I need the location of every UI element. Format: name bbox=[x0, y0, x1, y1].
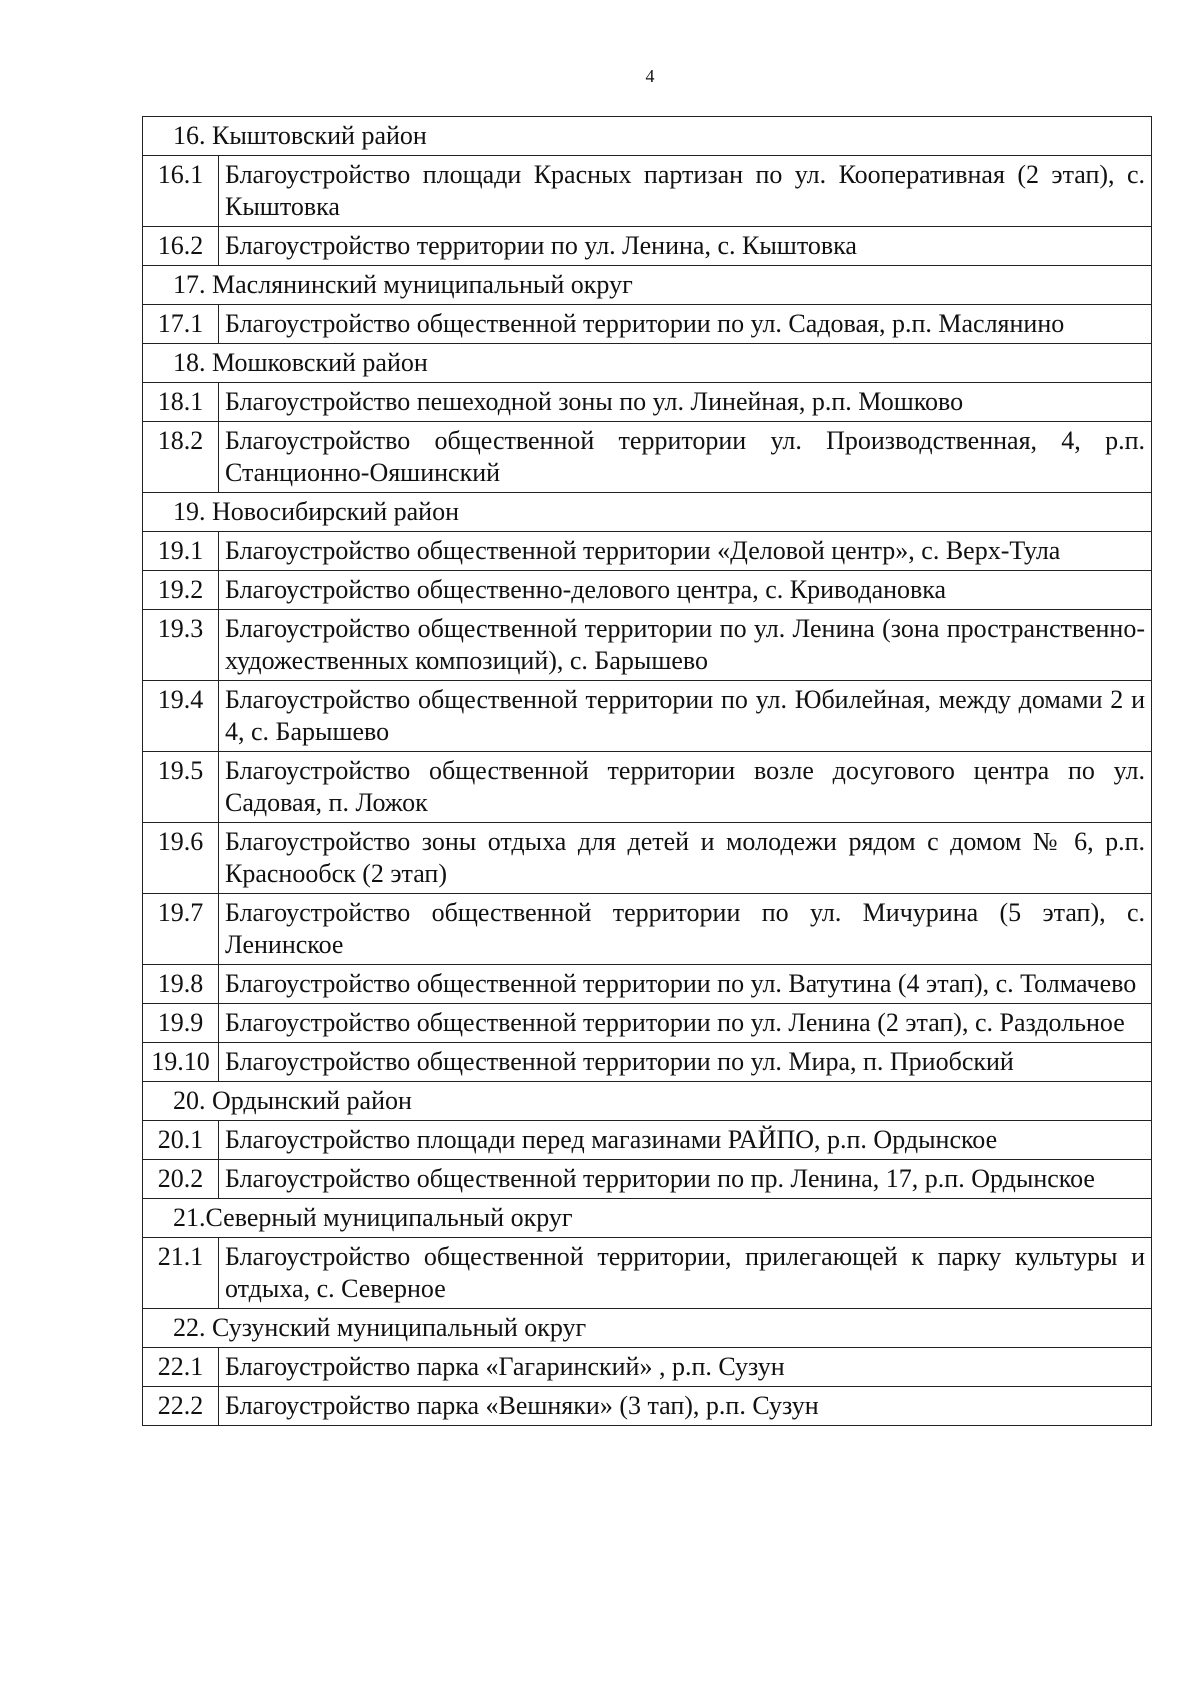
row-description: Благоустройство площади Красных партизан по ул. Кооперативная (2 этап), с. Кыштовка bbox=[219, 156, 1152, 227]
section-title: 21.Северный муниципальный округ bbox=[143, 1199, 1152, 1238]
section-title: 22. Сузунский муниципальный округ bbox=[143, 1309, 1152, 1348]
section-title: 19. Новосибирский район bbox=[143, 493, 1152, 532]
row-description: Благоустройство общественной территории по ул. Мичурина (5 этап), с. Ленинское bbox=[219, 894, 1152, 965]
row-description: Благоустройство общественной территории по ул. Мира, п. Приобский bbox=[219, 1043, 1152, 1082]
row-description: Благоустройство общественной территории по ул. Ватутина (4 этап), с. Толмачево bbox=[219, 965, 1152, 1004]
table-row bbox=[143, 610, 1152, 681]
table-row bbox=[143, 752, 1152, 823]
section-row bbox=[143, 1199, 1152, 1238]
table-row bbox=[143, 894, 1152, 965]
row-number: 17.1 bbox=[143, 305, 219, 344]
row-number: 22.2 bbox=[143, 1387, 219, 1426]
row-number: 19.6 bbox=[143, 823, 219, 894]
row-description: Благоустройство общественной территории ул. Производственная, 4, р.п. Станционно-Ояшинский bbox=[219, 422, 1152, 493]
improvement-projects-table bbox=[142, 116, 1152, 1426]
section-row bbox=[143, 266, 1152, 305]
table-row bbox=[143, 681, 1152, 752]
row-number: 19.2 bbox=[143, 571, 219, 610]
section-title: 17. Маслянинский муниципальный округ bbox=[143, 266, 1152, 305]
row-number: 19.10 bbox=[143, 1043, 219, 1082]
table-row bbox=[143, 1121, 1152, 1160]
row-number: 19.4 bbox=[143, 681, 219, 752]
row-description: Благоустройство зоны отдыха для детей и молодежи рядом с домом № 6, р.п. Краснообск (2 этап) bbox=[219, 823, 1152, 894]
row-description: Благоустройство общественной территории по ул. Ленина (зона пространственно-художественных композиций), с. Барышево bbox=[219, 610, 1152, 681]
section-title: 16. Кыштовский район bbox=[143, 117, 1152, 156]
section-row bbox=[143, 117, 1152, 156]
row-description: Благоустройство площади перед магазинами РАЙПО, р.п. Ордынское bbox=[219, 1121, 1152, 1160]
table-row bbox=[143, 1238, 1152, 1309]
row-description: Благоустройство общественной территории по ул. Ленина (2 этап), с. Раздольное bbox=[219, 1004, 1152, 1043]
section-row bbox=[143, 493, 1152, 532]
table-row bbox=[143, 1387, 1152, 1426]
table-row bbox=[143, 1348, 1152, 1387]
row-number: 21.1 bbox=[143, 1238, 219, 1309]
section-title: 18. Мошковский район bbox=[143, 344, 1152, 383]
row-description: Благоустройство общественной территории «Деловой центр», с. Верх-Тула bbox=[219, 532, 1152, 571]
table-row bbox=[143, 227, 1152, 266]
row-description: Благоустройство парка «Гагаринский» , р.п. Сузун bbox=[219, 1348, 1152, 1387]
row-description: Благоустройство территории по ул. Ленина, с. Кыштовка bbox=[219, 227, 1152, 266]
section-title: 20. Ордынский район bbox=[143, 1082, 1152, 1121]
row-description: Благоустройство общественной территории по ул. Садовая, р.п. Маслянино bbox=[219, 305, 1152, 344]
row-description: Благоустройство общественной территории по ул. Юбилейная, между домами 2 и 4, с. Барышево bbox=[219, 681, 1152, 752]
table-row bbox=[143, 1043, 1152, 1082]
table-row bbox=[143, 1160, 1152, 1199]
table-body bbox=[143, 117, 1152, 1426]
row-number: 20.2 bbox=[143, 1160, 219, 1199]
section-row bbox=[143, 1082, 1152, 1121]
row-number: 16.1 bbox=[143, 156, 219, 227]
table-row bbox=[143, 823, 1152, 894]
row-number: 19.9 bbox=[143, 1004, 219, 1043]
row-number: 18.1 bbox=[143, 383, 219, 422]
row-number: 16.2 bbox=[143, 227, 219, 266]
table-row bbox=[143, 383, 1152, 422]
row-description: Благоустройство пешеходной зоны по ул. Линейная, р.п. Мошково bbox=[219, 383, 1152, 422]
row-description: Благоустройство общественной территории по пр. Ленина, 17, р.п. Ордынское bbox=[219, 1160, 1152, 1199]
row-number: 19.1 bbox=[143, 532, 219, 571]
table-row bbox=[143, 532, 1152, 571]
row-number: 19.3 bbox=[143, 610, 219, 681]
row-number: 19.8 bbox=[143, 965, 219, 1004]
row-number: 19.7 bbox=[143, 894, 219, 965]
page-number: 4 bbox=[645, 66, 655, 86]
row-number: 20.1 bbox=[143, 1121, 219, 1160]
section-row bbox=[143, 344, 1152, 383]
row-description: Благоустройство общественно-делового центра, с. Криводановка bbox=[219, 571, 1152, 610]
row-description: Благоустройство парка «Вешняки» (3 тап), р.п. Сузун bbox=[219, 1387, 1152, 1426]
table-row bbox=[143, 156, 1152, 227]
row-number: 19.5 bbox=[143, 752, 219, 823]
table-row bbox=[143, 1004, 1152, 1043]
table-row bbox=[143, 571, 1152, 610]
section-row bbox=[143, 1309, 1152, 1348]
row-description: Благоустройство общественной территории возле досугового центра по ул. Садовая, п. Ложок bbox=[219, 752, 1152, 823]
table-row bbox=[143, 305, 1152, 344]
row-number: 22.1 bbox=[143, 1348, 219, 1387]
table-row bbox=[143, 965, 1152, 1004]
row-description: Благоустройство общественной территории, прилегающей к парку культуры и отдыха, с. Северное bbox=[219, 1238, 1152, 1309]
row-number: 18.2 bbox=[143, 422, 219, 493]
table-row bbox=[143, 422, 1152, 493]
